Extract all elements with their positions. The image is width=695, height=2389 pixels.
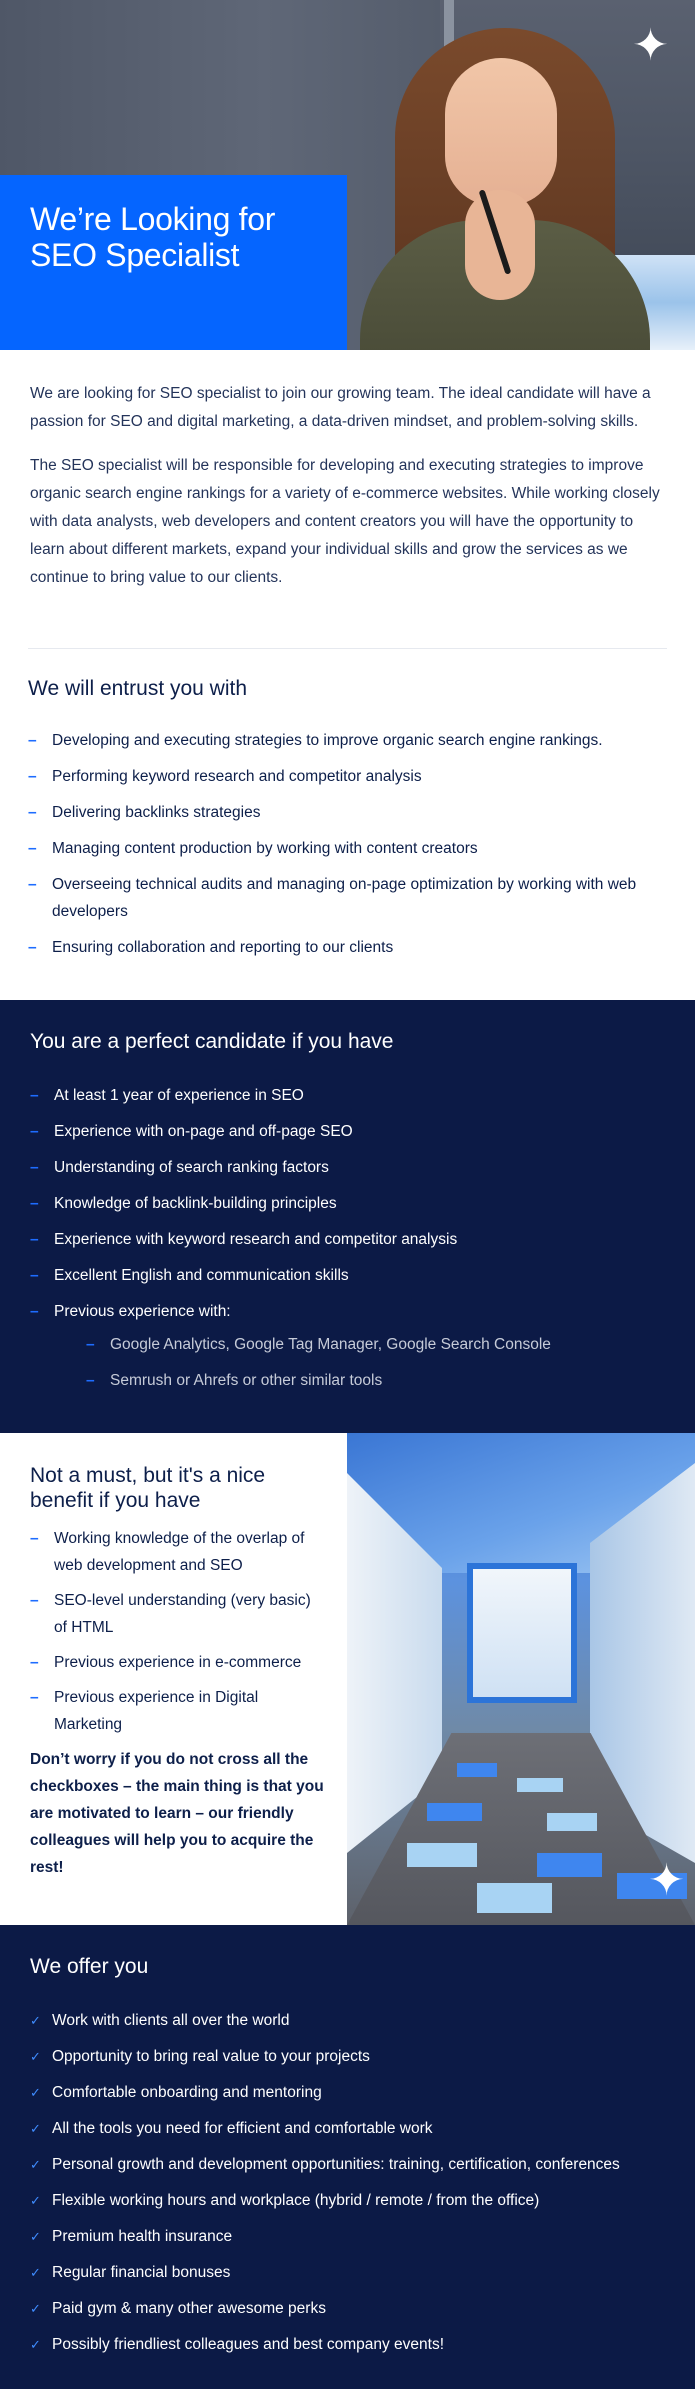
checkmark-icon: ✓ (30, 2301, 41, 2316)
list-item-text: All the tools you need for efficient and comfortable work (52, 2120, 433, 2137)
list-item (30, 1525, 325, 1579)
list-item (30, 2295, 665, 2322)
dash-bullet-icon: – (28, 804, 37, 821)
list-item (30, 2007, 665, 2034)
list-item-text: Working knowledge of the overlap of web development and SEO (54, 1530, 305, 1574)
checkmark-icon: ✓ (30, 2265, 41, 2280)
photo-corridor-end (467, 1563, 577, 1703)
requirements-heading: You are a perfect candidate if you have (30, 1030, 394, 1053)
hero-banner (0, 0, 695, 350)
dash-bullet-icon: – (30, 1123, 39, 1140)
office-corridor-photo (347, 1433, 695, 1925)
floor-tile (407, 1843, 477, 1867)
list-item (30, 2079, 665, 2106)
responsibilities-section (0, 649, 695, 1000)
dash-bullet-icon: – (30, 1231, 39, 1248)
sparkle-icon: ✦ (648, 1856, 685, 1905)
sub-list-item-text: Google Analytics, Google Tag Manager, Google Search Console (110, 1336, 551, 1353)
offer-list (30, 2007, 665, 2358)
list-item (28, 871, 667, 925)
list-item (30, 2151, 665, 2178)
dash-bullet-icon: – (30, 1087, 39, 1104)
list-item (30, 1587, 325, 1641)
nice-to-have-heading: Not a must, but it's a nice benefit if you have (30, 1464, 266, 1512)
list-item (30, 2259, 665, 2286)
list-item-text: Knowledge of backlink-building principles (54, 1195, 337, 1212)
list-item-text: Flexible working hours and workplace (hybrid / remote / from the office) (52, 2192, 540, 2209)
page-title-line1: We’re Looking for (30, 201, 276, 237)
hero-photo-person-face (445, 58, 557, 206)
list-item (30, 1118, 665, 1145)
dash-bullet-icon: – (30, 1267, 39, 1284)
list-item-text: Ensuring collaboration and reporting to our clients (52, 939, 394, 956)
list-item-text: Performing keyword research and competitor analysis (52, 768, 422, 785)
checkmark-icon: ✓ (30, 2085, 41, 2100)
list-item (30, 1190, 665, 1217)
list-item (30, 2043, 665, 2070)
list-item-text: Previous experience in Digital Marketing (54, 1689, 259, 1733)
list-item (30, 1262, 665, 1289)
intro-paragraph-2: The SEO specialist will be responsible for developing and executing strategies to improve organic search engine rankings for a variety of e-commerce websites. While working closely with data analysts, web developers and content creators you will have the opportunity to learn about different markets, expand your individual skills and grow the services as we continue to bring value to our clients. (30, 457, 660, 586)
dash-bullet-icon: – (30, 1159, 39, 1176)
list-item-text: Understanding of search ranking factors (54, 1159, 329, 1176)
requirements-list (30, 1082, 665, 1394)
list-item (28, 727, 667, 754)
list-item-text: Opportunity to bring real value to your projects (52, 2048, 370, 2065)
encouragement-note: Don’t worry if you do not cross all the checkboxes – the main thing is that you are motivated to learn – our friendly colleagues will help you to acquire the rest! (30, 1751, 324, 1876)
list-item-text: Managing content production by working with content creators (52, 840, 478, 857)
nice-to-have-list (30, 1525, 325, 1738)
list-item-text: Excellent English and communication skills (54, 1267, 349, 1284)
list-item (28, 763, 667, 790)
requirements-section (0, 1000, 695, 1433)
list-item-text: Work with clients all over the world (52, 2012, 290, 2029)
list-item (30, 1649, 325, 1676)
dash-bullet-icon: – (86, 1336, 95, 1353)
list-item (30, 2187, 665, 2214)
tools-sublist (30, 1331, 665, 1394)
responsibilities-list (28, 727, 667, 961)
list-item-text: Developing and executing strategies to improve organic search engine rankings. (52, 732, 603, 749)
list-item (28, 934, 667, 961)
list-item-text: Previous experience in e-commerce (54, 1654, 302, 1671)
dash-bullet-icon: – (28, 732, 37, 749)
checkmark-icon: ✓ (30, 2193, 41, 2208)
floor-tile (517, 1778, 563, 1792)
list-item-text: Paid gym & many other awesome perks (52, 2300, 326, 2317)
floor-tile (427, 1803, 482, 1821)
list-item (28, 799, 667, 826)
list-item-text: Previous experience with: (54, 1303, 231, 1320)
dash-bullet-icon: – (28, 768, 37, 785)
checkmark-icon: ✓ (30, 2337, 41, 2352)
floor-tile (537, 1853, 602, 1877)
checkmark-icon: ✓ (30, 2229, 41, 2244)
dash-bullet-icon: – (86, 1372, 95, 1389)
list-item-text: SEO-level understanding (very basic) of HTML (54, 1592, 311, 1636)
list-item (30, 1298, 665, 1394)
hero-title-box (0, 175, 347, 350)
floor-tile (547, 1813, 597, 1831)
nice-to-have-section (0, 1433, 695, 1925)
list-item (30, 2223, 665, 2250)
list-item (28, 835, 667, 862)
floor-tile (477, 1883, 552, 1913)
offer-heading: We offer you (30, 1955, 149, 1978)
list-item (30, 1226, 665, 1253)
list-item (30, 1082, 665, 1109)
page-title-line2: SEO Specialist (30, 237, 240, 273)
dash-bullet-icon: – (30, 1195, 39, 1212)
page-title (30, 201, 317, 273)
intro-section (0, 350, 695, 638)
dash-bullet-icon: – (30, 1689, 39, 1706)
list-item-text: Personal growth and development opportunities: training, certification, conferences (52, 2156, 620, 2173)
sub-list-item (86, 1331, 665, 1358)
list-item (30, 1684, 325, 1738)
list-item (30, 2331, 665, 2358)
nice-to-have-content (0, 1433, 347, 1925)
list-item-text: Overseeing technical audits and managing on-page optimization by working with web developers (52, 876, 637, 920)
responsibilities-heading: We will entrust you with (28, 677, 248, 700)
checkmark-icon: ✓ (30, 2121, 41, 2136)
dash-bullet-icon: – (30, 1592, 39, 1609)
list-item (30, 1154, 665, 1181)
list-item-text: Experience with on-page and off-page SEO (54, 1123, 353, 1140)
dash-bullet-icon: – (30, 1654, 39, 1671)
list-item (30, 2115, 665, 2142)
list-item-text: Premium health insurance (52, 2228, 233, 2245)
list-item-text: Regular financial bonuses (52, 2264, 231, 2281)
dash-bullet-icon: – (28, 939, 37, 956)
floor-tile (457, 1763, 497, 1777)
sub-list-item (86, 1367, 665, 1394)
list-item-text: Delivering backlinks strategies (52, 804, 261, 821)
sub-list-item-text: Semrush or Ahrefs or other similar tools (110, 1372, 383, 1389)
dash-bullet-icon: – (30, 1530, 39, 1547)
list-item-text: Experience with keyword research and competitor analysis (54, 1231, 458, 1248)
dash-bullet-icon: – (28, 840, 37, 857)
checkmark-icon: ✓ (30, 2013, 41, 2028)
list-item-text: At least 1 year of experience in SEO (54, 1087, 304, 1104)
list-item-text: Comfortable onboarding and mentoring (52, 2084, 322, 2101)
checkmark-icon: ✓ (30, 2157, 41, 2172)
list-item-text: Possibly friendliest colleagues and best company events! (52, 2336, 445, 2353)
dash-bullet-icon: – (28, 876, 37, 893)
intro-paragraph-1: We are looking for SEO specialist to join our growing team. The ideal candidate will have a passion for SEO and digital marketing, a data-driven mindset, and problem-solving skills. (30, 385, 651, 430)
checkmark-icon: ✓ (30, 2049, 41, 2064)
offer-section (0, 1925, 695, 2389)
sparkle-icon: ✦ (632, 21, 669, 70)
dash-bullet-icon: – (30, 1303, 39, 1320)
